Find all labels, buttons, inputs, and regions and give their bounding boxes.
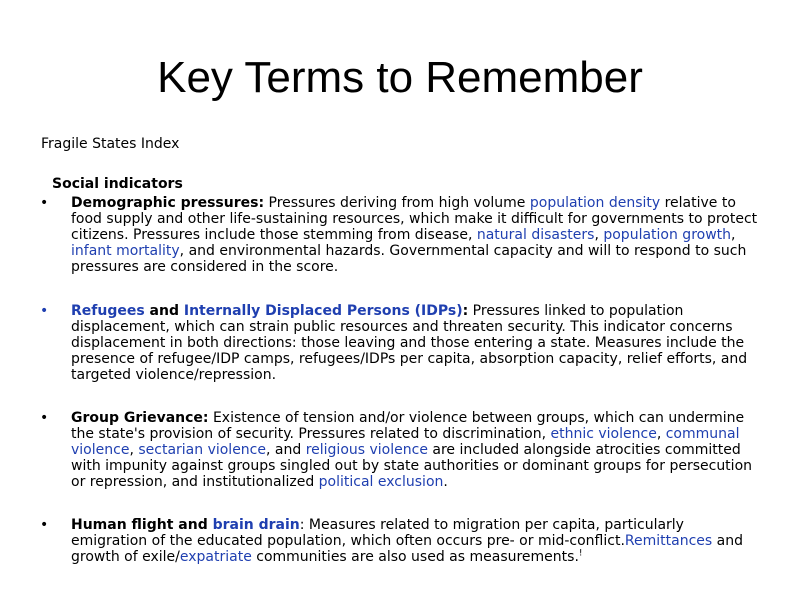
term-label: and bbox=[144, 303, 184, 319]
link-internally-displaced-persons[interactable]: Internally Displaced Persons (IDPs) bbox=[183, 303, 463, 319]
link-infant-mortality[interactable]: infant mortality bbox=[71, 243, 180, 259]
bullet-dot: • bbox=[40, 410, 49, 426]
bullet-demographic-pressures bbox=[40, 195, 761, 275]
bullet-group-grievance bbox=[40, 410, 761, 490]
bullet-human-flight bbox=[40, 517, 761, 565]
link-expatriate[interactable]: expatriate bbox=[179, 549, 252, 565]
body-text: and growth of exile/ bbox=[71, 533, 743, 565]
term-label: : bbox=[462, 303, 469, 319]
term-label: Human flight and bbox=[71, 517, 213, 533]
slide-subtitle: Fragile States Index bbox=[41, 136, 180, 152]
link-population-density[interactable]: population density bbox=[529, 195, 661, 211]
link-religious-violence[interactable]: religious violence bbox=[305, 442, 428, 458]
term-label: Demographic pressures: bbox=[71, 195, 265, 211]
body-text: are included alongside atrocities committed with impunity against groups singled out by state authorities or dominant groups for persecution or repression, and institutionalized bbox=[71, 442, 753, 490]
body-text: communities are also used as measurements. bbox=[251, 549, 579, 565]
body-text: , bbox=[656, 426, 666, 442]
body-text: : Measures related to migration per capita, particularly emigration of the educated population, which often occurs pre- or mid-conflict. bbox=[71, 517, 684, 549]
link-ethnic-violence[interactable]: ethnic violence bbox=[550, 426, 657, 442]
body-text: Existence of tension and/or violence between groups, which can undermine the state's provision of security. Pressures related to discrimination, bbox=[71, 410, 745, 442]
body-text: Pressures linked to population displacement, which can strain public resources and threaten security. This indicator concerns displacement in both directions: those leaving and those entering a state. Measures include the presence of refugee/IDP camps, refugees/IDPs per capita, absorption capacity, relief efforts, and targeted violence/repression. bbox=[71, 303, 748, 383]
link-political-exclusion[interactable]: political exclusion bbox=[318, 474, 444, 490]
link-communal-violence[interactable]: communal violence bbox=[71, 426, 740, 458]
link-brain-drain[interactable]: brain drain bbox=[212, 517, 300, 533]
link-remittances[interactable]: Remittances bbox=[624, 533, 713, 549]
bullet-dot: • bbox=[40, 195, 49, 211]
term-label: Group Grievance: bbox=[71, 410, 209, 426]
body-text: Pressures deriving from high volume bbox=[264, 195, 530, 211]
body-text: , bbox=[129, 442, 139, 458]
body-text: , and environmental hazards. Governmental capacity and will to respond to such pressures are considered in the score. bbox=[71, 243, 747, 275]
body-text: , and bbox=[266, 442, 306, 458]
body-text: relative to food supply and other life-sustaining resources, which make it difficult for governments to protect citizens. Pressures include those stemming from disease, bbox=[71, 195, 758, 243]
body-text: , bbox=[594, 227, 604, 243]
bullet-dot: • bbox=[40, 303, 49, 319]
link-natural-disasters[interactable]: natural disasters bbox=[476, 227, 595, 243]
link-refugees[interactable]: Refugees bbox=[71, 303, 145, 319]
link-sectarian-violence[interactable]: sectarian violence bbox=[138, 442, 266, 458]
footnote-marker: ! bbox=[578, 548, 583, 559]
body-text: . bbox=[443, 474, 448, 490]
slide-title: Key Terms to Remember bbox=[157, 53, 643, 102]
bullet-dot: • bbox=[40, 517, 49, 533]
bullet-refugees-idps bbox=[40, 303, 761, 383]
body-text: , bbox=[731, 227, 736, 243]
link-population-growth[interactable]: population growth bbox=[603, 227, 732, 243]
section-heading: Social indicators bbox=[52, 176, 183, 192]
